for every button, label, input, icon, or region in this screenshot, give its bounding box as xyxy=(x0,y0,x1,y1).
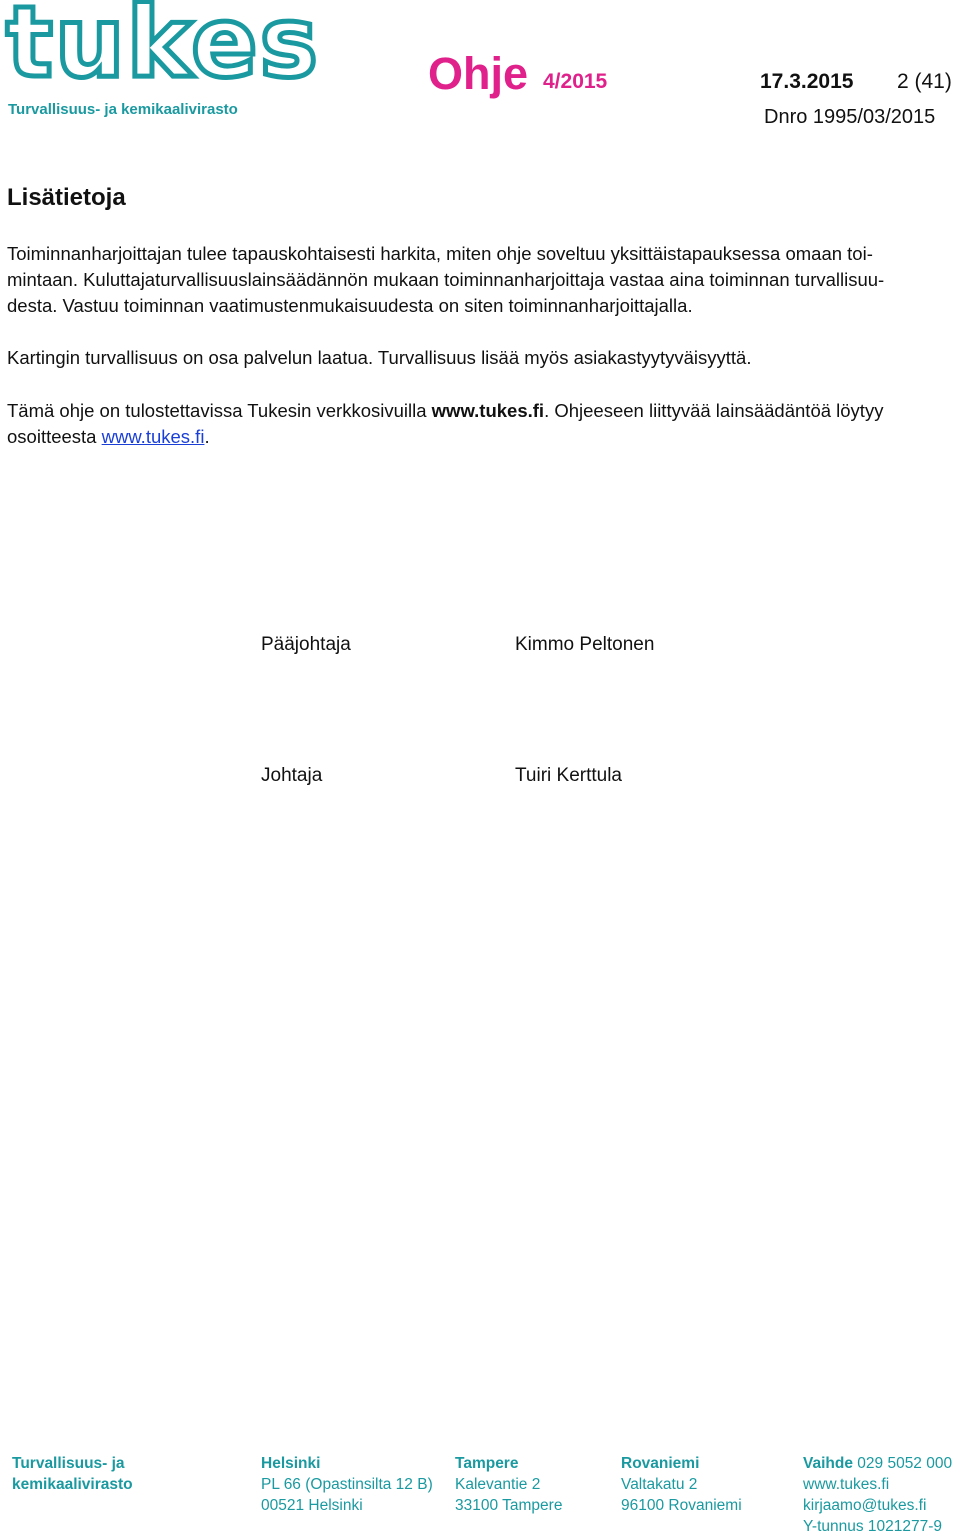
document-number: 4/2015 xyxy=(543,70,608,93)
paragraph-website xyxy=(7,398,957,450)
paragraph-text: Tämä ohje on tulostettavissa Tukesin verkkosivuilla xyxy=(7,400,432,421)
footer-office-helsinki xyxy=(261,1453,433,1516)
footer-city: Tampere xyxy=(455,1455,519,1472)
footer-address-line: 00521 Helsinki xyxy=(261,1497,363,1514)
document-date: 17.3.2015 xyxy=(760,70,854,93)
footer-email: kirjaamo@tukes.fi xyxy=(803,1497,927,1514)
footer-address-line: 96100 Rovaniemi xyxy=(621,1497,742,1514)
paragraph-text: . xyxy=(204,426,210,447)
tukes-logo xyxy=(6,0,320,122)
footer-phone-label: Vaihde xyxy=(803,1455,853,1472)
footer-phone-number: 029 5052 000 xyxy=(857,1455,953,1472)
signatory-name-director: Tuiri Kerttula xyxy=(515,765,622,786)
dnro-reference: Dnro 1995/03/2015 xyxy=(764,106,936,128)
footer-business-id: Y-tunnus 1021277-9 xyxy=(803,1518,943,1535)
footer-org-line: kemikaalivirasto xyxy=(12,1476,133,1493)
footer-address-line: Valtakatu 2 xyxy=(621,1476,698,1493)
paragraph-quality: Kartingin turvallisuus on osa palvelun laatua. Turvallisuus lisää myös asiakastyytyväisyyttä. xyxy=(7,347,752,368)
footer-address-line: Kalevantie 2 xyxy=(455,1476,541,1493)
website-link[interactable]: www.tukes.fi xyxy=(101,426,205,447)
footer-organization xyxy=(12,1453,133,1495)
signatory-title-director: Johtaja xyxy=(261,765,323,786)
document-type: Ohje xyxy=(428,48,529,99)
footer-city: Helsinki xyxy=(261,1455,321,1472)
website-url-bold: www.tukes.fi xyxy=(431,400,545,421)
footer-web: www.tukes.fi xyxy=(803,1476,890,1493)
paragraph-text: . Ohjeeseen liittyvää lainsäädäntöä löytyy xyxy=(544,400,884,421)
paragraph-guidance xyxy=(7,241,957,319)
logo-wordmark: tukes xyxy=(6,0,320,100)
paragraph-text: osoitteesta xyxy=(7,426,102,447)
logo-subtitle: Turvallisuus- ja kemikaalivirasto xyxy=(8,101,238,118)
footer-city: Rovaniemi xyxy=(621,1455,700,1472)
page-number: 2 (41) xyxy=(897,70,952,93)
section-title: Lisätietoja xyxy=(7,184,126,211)
signatory-name-director-general: Kimmo Peltonen xyxy=(515,634,655,655)
paragraph-line xyxy=(7,398,957,424)
paragraph-line xyxy=(7,424,957,450)
footer-phone xyxy=(803,1453,952,1474)
footer-org-line: Turvallisuus- ja xyxy=(12,1455,125,1472)
footer-office-rovaniemi xyxy=(621,1453,742,1516)
footer-office-tampere xyxy=(455,1453,562,1516)
paragraph-line: Toiminnanharjoittajan tulee tapauskohtaisesti harkita, miten ohje soveltuu yksittäistapauksessa omaan toi- xyxy=(7,243,873,264)
footer-address-line: PL 66 (Opastinsilta 12 B) xyxy=(261,1476,433,1493)
paragraph-line: mintaan. Kuluttajaturvallisuuslainsäädännön mukaan toiminnanharjoittaja vastaa aina toiminnan turvallisuu- xyxy=(7,269,885,290)
footer-address-line: 33100 Tampere xyxy=(455,1497,563,1514)
signatory-title-director-general: Pääjohtaja xyxy=(261,634,351,655)
footer-contact xyxy=(803,1453,952,1537)
paragraph-line: desta. Vastuu toiminnan vaatimustenmukaisuudesta on siten toiminnanharjoittajalla. xyxy=(7,295,693,316)
